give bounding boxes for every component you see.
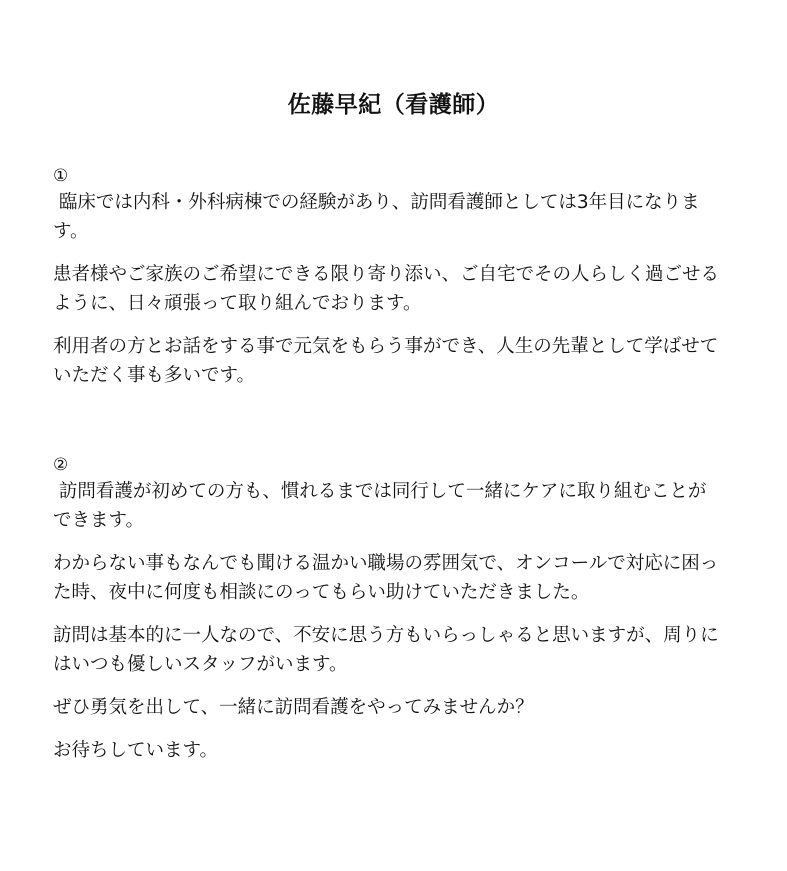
section-number: ② [53, 455, 69, 475]
paragraph: 患者様やご家族のご希望にできる限り寄り添い、ご自宅でその人らしく過ごせるように、日々頑張って取り組んでおります。 [53, 264, 720, 314]
section-1 [53, 164, 721, 404]
paragraph: 利用者の方とお話をする事で元気をもらう事ができ、人生の先輩として学ばせていただく事も多いです。 [53, 336, 719, 386]
paragraph: 臨床では内科・外科病棟での経験があり、訪問看護師としては3年目になります。 [53, 192, 700, 242]
paragraph: ぜひ勇気を出して、一緒に訪問看護をやってみませんか？ [53, 697, 534, 718]
paragraph: 訪問は基本的に一人なので、不安に思う方もいらっしゃると思いますが、周りにはいつも優しいスタッフがいます。 [53, 625, 719, 675]
paragraph: 訪問看護が初めての方も、慣れるまでは同行して一緒にケアに取り組むことができます。 [53, 481, 707, 531]
paragraph: お待ちしています。 [53, 740, 219, 761]
paragraph: わからない事もなんでも聞ける温かい職場の雰囲気で、オンコールで対応に困った時、夜中に何度も相談にのってもらい助けていただきました。 [53, 553, 719, 603]
section-2 [53, 453, 721, 779]
page-title: 佐藤早紀（看護師） [287, 92, 500, 118]
section-number: ① [53, 166, 69, 186]
